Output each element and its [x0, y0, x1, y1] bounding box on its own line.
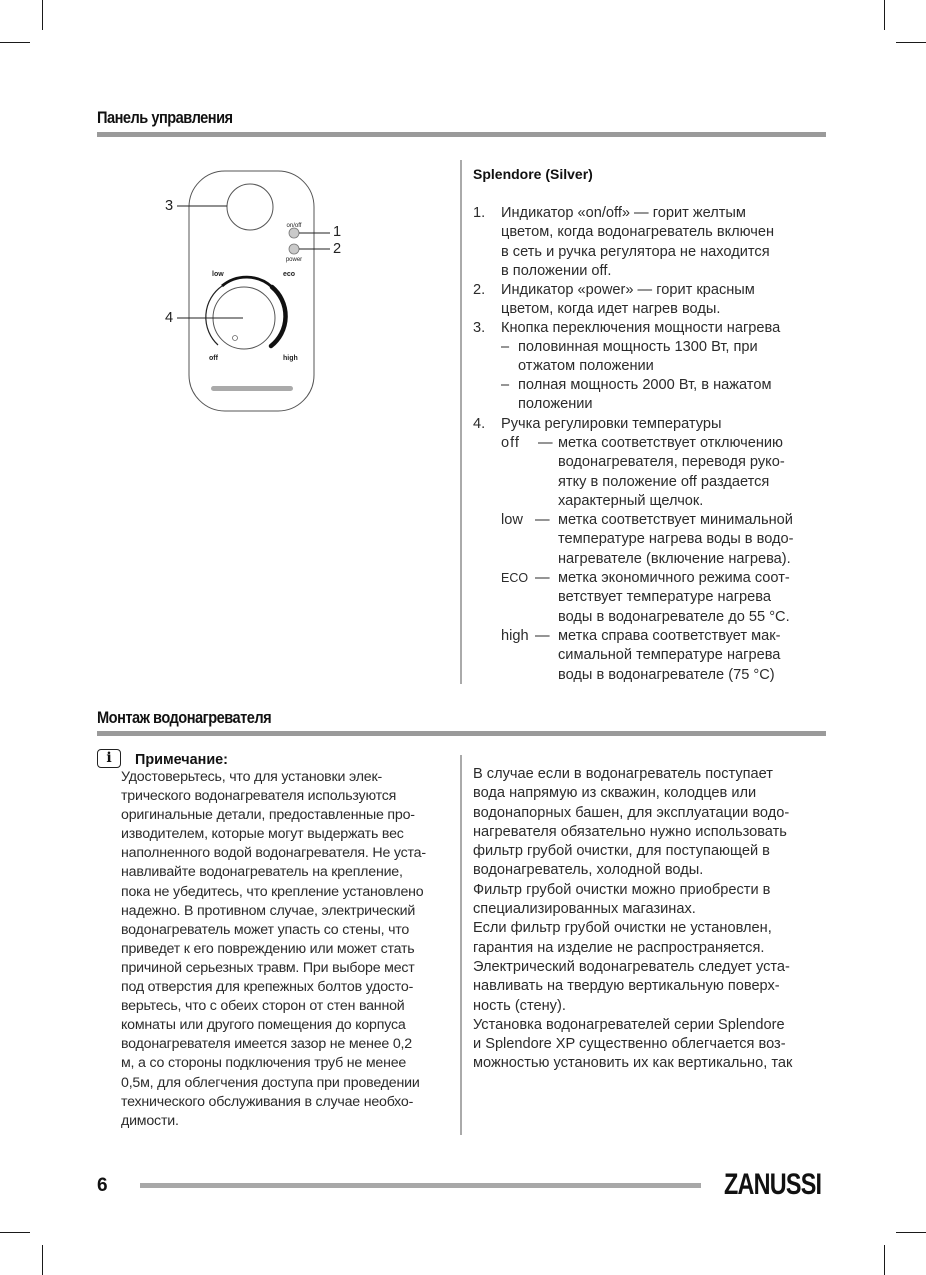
mark-description: метка экономичного режима соот- ветствует температуре нагрева воды в водонагревателе до 55 °C.	[558, 570, 790, 625]
mark-dash: —	[535, 570, 550, 586]
column-divider	[460, 755, 462, 1135]
list-item-number: 2.	[473, 282, 486, 298]
info-icon: i	[97, 749, 121, 768]
mark-key-eco: ECO	[501, 571, 529, 585]
note-title: Примечание:	[135, 752, 228, 768]
crop-mark	[884, 1245, 885, 1275]
sub-item-text: полная мощность 2000 Вт, в нажатом положении	[518, 377, 772, 413]
list-item-number: 1.	[473, 205, 486, 221]
svg-text:off: off	[209, 355, 218, 362]
section-rule	[97, 731, 826, 736]
mark-key-low: low	[501, 512, 523, 528]
callout-4: 4	[165, 310, 174, 326]
crop-mark	[896, 1232, 926, 1233]
list-item-number: 3.	[473, 320, 486, 336]
mark-dash: —	[535, 628, 550, 644]
sub-item-dash: –	[501, 339, 510, 355]
section-title-installation: Монтаж водонагревателя	[97, 708, 272, 727]
crop-mark	[0, 1232, 30, 1233]
mark-key-high: high	[501, 628, 529, 644]
list-item-text: Индикатор «on/off» — горит желтым цветом, когда водонагреватель включен в сеть и ручка регулятора не находится в положении off.	[501, 205, 775, 279]
mark-description: метка справа соответствует мак- симальной температуре нагрева воды в водонагревателе (75 °C)	[558, 628, 781, 683]
svg-text:low: low	[212, 271, 224, 278]
control-panel-diagram	[150, 160, 370, 420]
callout-3: 3	[165, 198, 174, 214]
column-divider	[460, 160, 462, 684]
crop-mark	[42, 0, 43, 30]
installation-text: В случае если в водонагреватель поступает вода напрямую из скважин, колодцев или водонапорных башен, для эксплуатации водо- нагревателя обязательно нужно использовать фильтр грубой очистки, для поступающей в водонагреватель, холодной воды. Фильтр грубой очистки можно приобрести в специализированных магазинах. Если фильтр грубой очистки не установлен, гарантия на изделие не распространяется. Электрический водонагреватель следует уста- навливать на твердую вертикальную поверх- ность (стену). Установка водонагревателей серии Splendore и Splendore XP существенно облегчается воз- можностью установить их как вертикально, так	[473, 766, 793, 1072]
brand-logo: ZANUSSI	[724, 1168, 822, 1201]
power-indicator	[289, 244, 299, 254]
model-title: Splendore (Silver)	[473, 166, 593, 182]
crop-mark	[896, 42, 926, 43]
svg-text:high: high	[283, 355, 298, 362]
on-off-indicator	[289, 228, 299, 238]
list-item-text: Ручка регулировки температуры	[501, 416, 722, 432]
mark-dash: —	[535, 512, 550, 528]
power-mode-button	[227, 184, 273, 230]
page-number: 6	[97, 1175, 108, 1196]
list-item-text: Кнопка переключения мощности нагрева	[501, 320, 781, 336]
sub-item-dash: –	[501, 377, 510, 393]
callout-1: 1	[333, 224, 342, 240]
crop-mark	[0, 42, 30, 43]
svg-text:power: power	[285, 257, 303, 263]
sub-item-text: половинная мощность 1300 Вт, при отжатом положении	[518, 339, 758, 375]
mark-key-off: off	[501, 435, 520, 451]
crop-mark	[884, 0, 885, 30]
svg-text:eco: eco	[283, 271, 296, 278]
mark-dash: —	[538, 435, 553, 451]
panel-bar	[211, 386, 293, 391]
section-rule	[97, 132, 826, 137]
callout-2: 2	[333, 241, 342, 257]
footer-rule	[140, 1183, 701, 1188]
mark-description: метка соответствует минимальной температуре нагрева воды в водо- нагревателе (включение нагрева).	[558, 512, 794, 567]
list-item-text: Индикатор «power» — горит красным цветом, когда идет нагрев воды.	[501, 282, 755, 318]
mark-description: метка соответствует отключению водонагревателя, переводя руко- ятку в положение off раздается характерный щелчок.	[558, 435, 785, 509]
section-title-control-panel: Панель управления	[97, 108, 233, 127]
svg-text:on/off: on/off	[286, 223, 302, 229]
note-body: Удостоверьтесь, что для установки элек- трического водонагревателя используются оригинальные детали, предоставленные про- изводителем, которые могут выдержать вес наполненного водой водонагревателя. Не уста- навливайте водонагреватель на крепление, пока не убедитесь, что крепление установлено надежно. В противном случае, электрический водонагреватель может упасть со стены, что приведет к его повреждению или может стать причиной серьезных травм. При выборе мест под отверстия для крепежных болтов удосто- верьтесь, что с обеих сторон от стен ванной комнаты или другого помещения до корпуса водонагревателя имеется зазор не менее 0,2 м, а со стороны подключения труб не менее 0,5м, для облегчения доступа при проведении технического обслуживания в случае необхо- димости.	[121, 769, 426, 1129]
list-item-number: 4.	[473, 416, 486, 432]
crop-mark	[42, 1245, 43, 1275]
